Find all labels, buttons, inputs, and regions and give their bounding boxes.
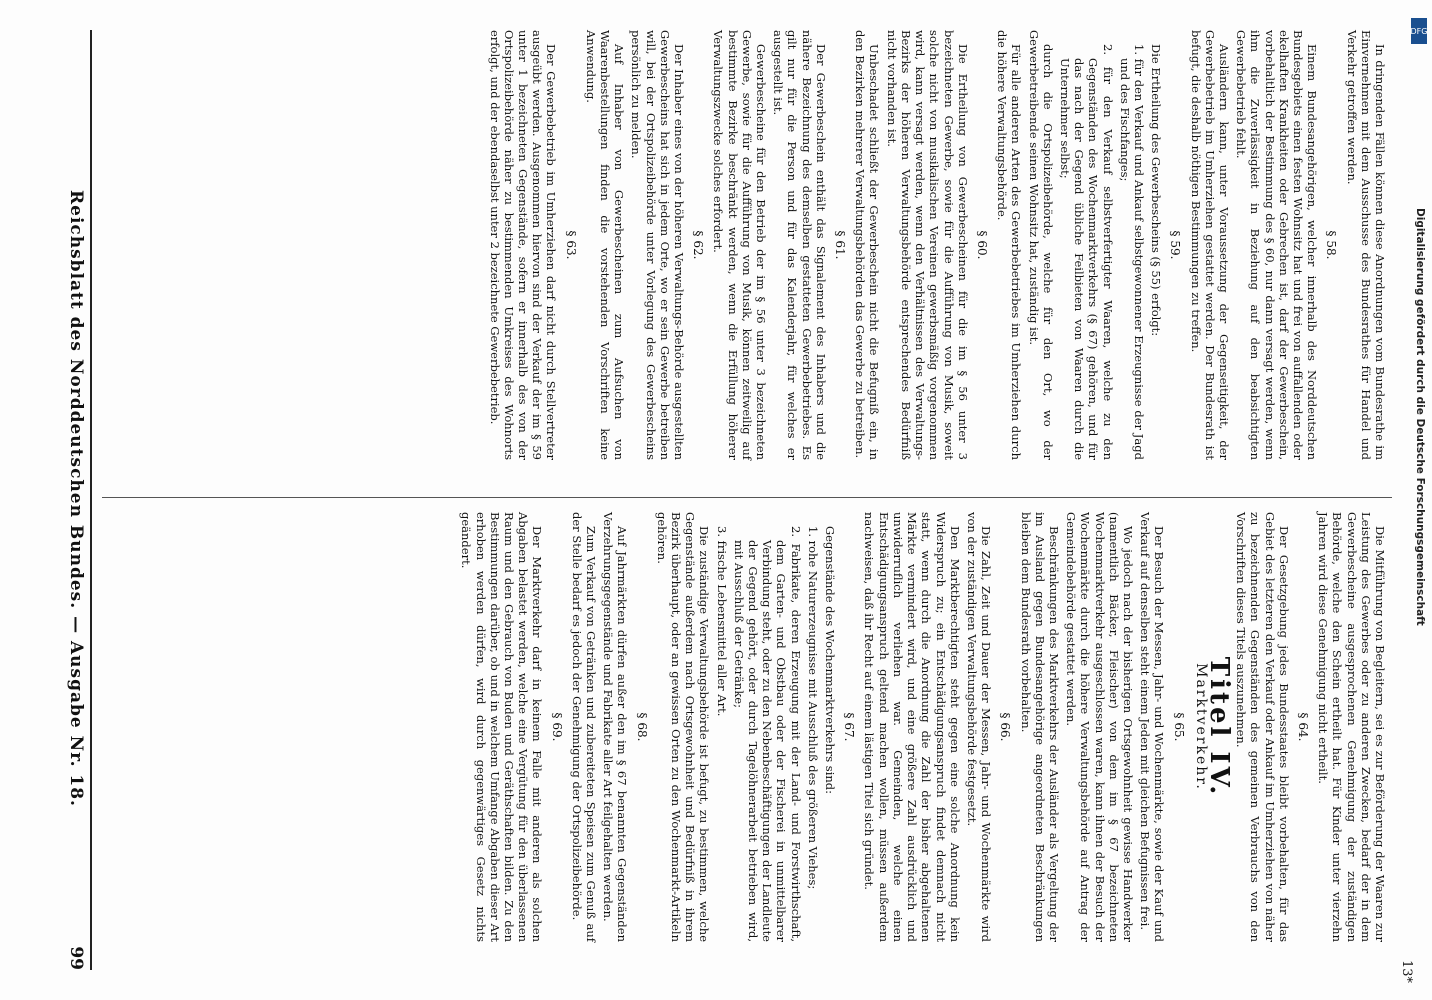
paragraph: Die Ertheilung von Gewerbescheinen für die im § 56 unter 3 bezeichneten Gewerbe, sowie für die Aufführung von Musik, soweit solche nicht von musikalischen Vereinen gewerbsmäßig vorgenommen wird, kann versagt werden, wenn den Verhältnissen des Verwaltungs-Bezirks der höheren Verwaltungsbehörde entsprechendes Bedürfniß nicht vorhanden ist. — [884, 30, 970, 460]
section-heading: § 68. — [634, 712, 649, 742]
section-heading: § 62. — [691, 230, 706, 260]
right-text-column — [456, 512, 1387, 942]
paragraph: Die zuständige Verwaltungsbehörde ist befugt, zu bestimmen, welche Gegenstände außerdem nach Ortsgewohnheit und Bedürfniß in ihrem Bezirk überhaupt, oder an gewissen Orten zu den Wochenmarkt-Artikeln gehören. — [654, 512, 712, 942]
paragraph: Der Gesetzgebung jedes Bundesstaates bleibt vorbehalten, für das Gebiet des letzteren den Verkauf oder Ankauf im Umherziehen von näher zu bezeichnenden Gegenständen des gemeinen Verbrauchs von den Vorschriften dieses Titels auszunehmen. — [1234, 512, 1291, 942]
paragraph: Auf Jahrmärkten dürfen außer den im § 67 benannten Gegenständen Verzehrungsgegenstände und Fabrikate aller Art feilgehalten werden. — [601, 512, 630, 942]
paragraph: Gegenstände des Wochenmarktverkehrs sind: — [823, 526, 838, 795]
paragraph: Die Zahl, Zeit und Dauer der Messen, Jahr- und Wochenmärkte wird von der zuständigen Verwaltungsbehörde festgesetzt. — [964, 512, 994, 942]
paragraph: Der Besuch der Messen, Jahr- und Wochenmärkte, sowie der Kauf und Verkauf auf denselben steht einem Jeden mit gleichen Befugnissen frei. — [1138, 512, 1167, 942]
paragraph: Der Gewerbebetrieb im Umherziehen darf nicht durch Stellvertreter ausgeübt werden. Ausgenommen hiervon sind der Verkauf der im § 59 unter 1 bezeichneten Gegenstände, sofern er innerhalb des von der Ortspolizeibehörde näher zu bestimmenden Umkreises des Wohnorts erfolgt, und der ebendaselbst unter 2 bezeichnete Gewerbebetrieb. — [487, 30, 559, 460]
section-heading: § 59. — [1168, 230, 1183, 260]
paragraph: In dringenden Fällen können diese Anordnungen vom Bundesrathe im Einvernehmen mit dem Ausschusse des Bundesrathes für Handel und Verkehr getroffen werden. — [1344, 30, 1387, 460]
list-item: 2. Fabrikate, deren Erzeugung mit der Land- und Forstwirthschaft, dem Garten- und Obstbau oder der Fischerei in unmittelbarer Verbindung steht, oder zu den Nebenbeschäftigungen der Landleute der Gegend gehört, oder durch Tagelöhnerarbeit betrieben wird, mit Ausschluß der Getränke; — [731, 526, 803, 942]
section-heading: § 63. — [563, 230, 578, 260]
list-item: 1. rohe Naturerzeugnisse mit Ausschluß des größeren Viehes; — [805, 526, 820, 890]
page-number: 99 — [66, 946, 86, 970]
paragraph: durch die Ortspolizeibehörde, welche für den Ort, wo der Gewerbetreibende seinen Wohnsitz hat, zuständig ist. — [1026, 30, 1055, 460]
paragraph: Der Marktverkehr darf in keinem Falle mit anderen als solchen Abgaben belastet werden, welche eine Vergütung für den überlassenen Raum und den Gebrauch von Buden und Geräthschaften bilden. Zu den Bestimmungen darüber, ob und in welchem Umfange Abgaben dieser Art erhoben werden dürfen, wird durch gegenwärtiges Gesetz nichts geändert. — [459, 512, 545, 942]
section-heading: § 58. — [1324, 230, 1339, 260]
left-text-column — [484, 30, 1387, 460]
title-subheading: Marktverkehr. — [1192, 663, 1209, 791]
paragraph: Die Ertheilung des Gewerbescheins (§ 55) erfolgt: — [1149, 44, 1164, 337]
column-divider — [102, 497, 1392, 498]
page-header — [52, 30, 92, 970]
paragraph: Die Mitführung von Begleitern, sei es zur Beförderung der Waaren zur Leistung des Gewerbes oder zu anderen Zwecken, bedarf der in dem Gewerbescheine ausgesprochenen Genehmigung der zuständigen Behörde, welche den Schein ertheilt hat. Für Kinder unter vierzehn Jahren wird diese Genehmigung nicht ertheilt. — [1316, 512, 1387, 942]
section-heading: § 69. — [549, 712, 564, 742]
paragraph: Wo jedoch nach der bisherigen Ortsgewohnheit gewisse Handwerker (namentlich Bäcker, Fleischer) von dem im § 67 bezeichneten Wochenmarktverkehr ausgeschlossen waren, kann ihnen der Besuch der Wochenmärkte durch die höhere Verwaltungsbehörde auf Antrag der Gemeindebehörde gestattet werden. — [1064, 512, 1135, 942]
dfg-logo — [1411, 18, 1427, 44]
section-heading: § 67. — [842, 712, 857, 742]
list-item: 2. für den Verkauf selbstverfertigter Waaren, welche zu den Gegenständen des Wochenmarktverkehrs (§ 67) gehören, und für das nach der Gegend übliche Feilbieten von Waaren durch die Unternehmer selbst; — [1057, 44, 1115, 460]
paragraph: Einem Bundesangehörigen, welcher innerhalb des Norddeutschen Bundesgebiets einen festen Wohnsitz hat und frei von auffallenden oder ekelhaften Krankheiten oder Gebrechen ist, darf der Gewerbeschein, vorbehaltlich der Bestimmung des § 60, nur dann versagt werden, wenn ihm die Zuverlässigkeit in Beziehung auf den beabsichtigten Gewerbebetrieb fehlt. — [1234, 30, 1320, 460]
list-item: 1. für den Verkauf und Ankauf selbstgewonnener Erzeugnisse der Jagd und des Fischfanges; — [1117, 44, 1146, 460]
paragraph: Unbeschadet schließt der Gewerbeschein nicht die Befugniß ein, in den Bezirken mehrerer Verwaltungsbehörden das Gewerbe zu betreiben. — [853, 30, 882, 460]
section-heading: § 65. — [1171, 712, 1186, 742]
paragraph: Zum Verkauf von Getränken und zubereiteten Speisen zum Genuß auf der Stelle bedarf es jedoch der Genehmigung der Ortspolizeibehörde. — [569, 512, 599, 942]
paragraph: Auf Inhaber von Gewerbescheinen zum Aufsuchen von Waarenbestellungen finden die vorstehenden Vorschriften keine Anwendung. — [583, 30, 627, 460]
dfg-footer-strip — [1408, 10, 1428, 990]
paragraph: Den Marktberechtigten steht gegen eine solche Anordnung kein Widerspruch zu; ein Entschädigungsanspruch findet demnach nicht statt, wenn durch die Anordnung die Zahl der bisher abgehaltenen Märkte vermindert wird, und eine größere Zahl ausdrücklich und unwiderruflich verliehen war. Gemeinden, welche einen Entschädigungsanspruch geltend machen wollen, müssen außerdem nachweisen, daß ihr Recht auf einem lästigen Titel sich gründet. — [862, 512, 962, 942]
section-heading: § 61. — [833, 230, 848, 260]
paragraph: Beschränkungen des Marktverkehrs der Ausländer als Vergeltung der im Ausland gegen Bundesangehörige angeordneten Beschränkungen bleiben dem Bundesrath vorbehalten. — [1018, 512, 1061, 942]
list-item: 3. frische Lebensmittel aller Art. — [714, 526, 729, 717]
section-heading: § 64. — [1295, 712, 1310, 742]
dfg-logo-text: DFG — [1410, 26, 1428, 36]
header-title: Reichsblatt des Norddeutschen Bundes. — Ausgabe Nr. 18. — [66, 190, 86, 807]
title-heading: Titel IV. — [1203, 656, 1234, 798]
paragraph: Für alle anderen Arten des Gewerbebetriebes im Umherziehen durch die höhere Verwaltungsbehörde. — [995, 30, 1024, 460]
paragraph: Gewerbescheine für den Betrieb der im § 56 unter 3 bezeichneten Gewerbe, sowie für die Aufführung von Musik, können zeitweilig auf bestimmte Bezirke beschränkt werden, wenn die Erfüllung höherer Verwaltungszwecke solches erfordert. — [711, 30, 769, 460]
section-heading: § 66. — [998, 712, 1013, 742]
paragraph: Der Gewerbeschein enthält das Signalement des Inhabers und die nähere Bezeichnung des demselben gestatteten Gewerbebetriebes. Es gilt nur für die Person und für das Kalenderjahr, für welches er ausgestellt ist. — [771, 30, 828, 460]
paragraph: Der Inhaber eines von der höheren Verwaltungs-Behörde ausgestellten Gewerbescheins hat sich in jedem Orte, wo er sein Gewerbe betreiben will, bei der Ortspolizeibehörde unter Vorlegung des Gewerbescheins persönlich zu melden. — [629, 30, 687, 460]
signature-mark: 13* — [1399, 960, 1414, 984]
section-heading: § 60. — [974, 230, 989, 260]
paragraph: Ausländern kann, unter Voraussetzung der Gegenseitigkeit, der Gewerbebetrieb im Umherziehen gestattet werden. Der Bundesrath ist befugt, die deshalb nöthigen Bestimmungen zu treffen. — [1188, 30, 1231, 460]
dfg-notice: Digitalisierung gefördert durch die Deutsche Forschungsgemeinschaft — [1414, 208, 1426, 626]
